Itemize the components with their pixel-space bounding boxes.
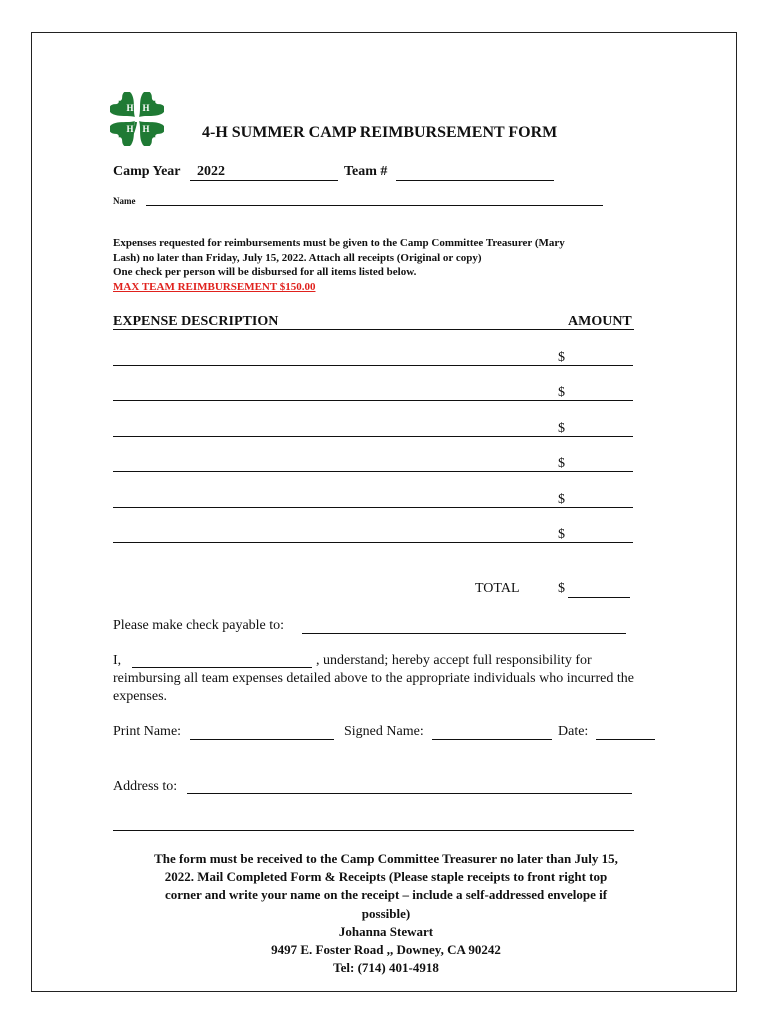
expense-row-3[interactable] (113, 436, 633, 437)
notice-line-3: One check per person will be disbursed for all items listed below. (113, 266, 417, 278)
name-label: Name (113, 196, 136, 206)
svg-text:H: H (126, 124, 134, 134)
camp-year-label: Camp Year (113, 164, 181, 179)
footer-line-4: possible) (361, 905, 411, 921)
date-field[interactable] (596, 739, 655, 740)
svg-text:H: H (142, 103, 150, 113)
dollar-sign: $ (558, 385, 565, 400)
dollar-sign: $ (558, 350, 565, 365)
signed-name-label: Signed Name: (344, 724, 424, 739)
footer-line-3: corner and write your name on the receipt – include a self-addressed envelope if (164, 887, 608, 903)
i-label: I, (113, 653, 122, 668)
contact-tel: Tel: (714) 401-4918 (333, 960, 439, 976)
dollar-sign: $ (558, 456, 565, 471)
form-title: 4-H SUMMER CAMP REIMBURSEMENT FORM (202, 124, 558, 141)
print-name-field[interactable] (190, 739, 334, 740)
total-amount-field[interactable] (568, 597, 630, 598)
svg-text:H: H (142, 124, 150, 134)
footer-instructions (106, 850, 666, 977)
header-underline (113, 329, 634, 330)
address-field-2[interactable] (113, 830, 634, 831)
camp-year-field[interactable] (190, 180, 338, 181)
max-reimbursement-note: MAX TEAM REIMBURSEMENT $150.00 (113, 280, 316, 293)
amount-header: AMOUNT (568, 314, 632, 329)
date-label: Date: (558, 724, 589, 739)
name-field[interactable] (146, 205, 603, 206)
team-label: Team # (344, 164, 388, 179)
notice-line-2: Lash) no later than Friday, July 15, 2022. Attach all receipts (Original or copy) (113, 251, 482, 264)
instructions-notice (113, 236, 643, 294)
responsibility-text: reimbursing all team expenses detailed above to the appropriate individuals who incurred the expenses. (113, 671, 634, 704)
address-field-1[interactable] (187, 793, 632, 794)
signed-name-field[interactable] (432, 739, 552, 740)
print-name-label: Print Name: (113, 724, 182, 739)
contact-address: 9497 E. Foster Road ,, Downey, CA 90242 (271, 942, 501, 958)
camp-year-value: 2022 (197, 164, 225, 179)
notice-line-1: Expenses requested for reimbursements must be given to the Camp Committee Treasurer (Mary (113, 237, 565, 249)
total-dollar-sign: $ (558, 581, 565, 596)
responsible-name-field[interactable] (132, 667, 312, 668)
expense-row-2[interactable] (113, 400, 633, 401)
total-label: TOTAL (475, 581, 520, 596)
contact-name: Johanna Stewart (338, 923, 434, 939)
payable-label: Please make check payable to: (113, 618, 285, 633)
four-h-clover-logo (110, 92, 164, 146)
footer-line-1: The form must be received to the Camp Committee Treasurer no later than July 15, (154, 851, 618, 866)
dollar-sign: $ (558, 421, 565, 436)
expense-row-5[interactable] (113, 507, 633, 508)
expense-row-1[interactable] (113, 365, 633, 366)
dollar-sign: $ (558, 527, 565, 542)
payable-to-field[interactable] (302, 633, 626, 634)
team-number-field[interactable] (396, 180, 554, 181)
expense-row-4[interactable] (113, 471, 633, 472)
expense-description-header: EXPENSE DESCRIPTION (113, 314, 279, 329)
svg-text:H: H (126, 103, 134, 113)
dollar-sign: $ (558, 492, 565, 507)
address-label: Address to: (113, 779, 178, 794)
footer-line-2: 2022. Mail Completed Form & Receipts (Please staple receipts to front right top (164, 869, 608, 885)
expense-row-6[interactable] (113, 542, 633, 543)
understand-text: , understand; hereby accept full responsibility for (316, 653, 592, 668)
